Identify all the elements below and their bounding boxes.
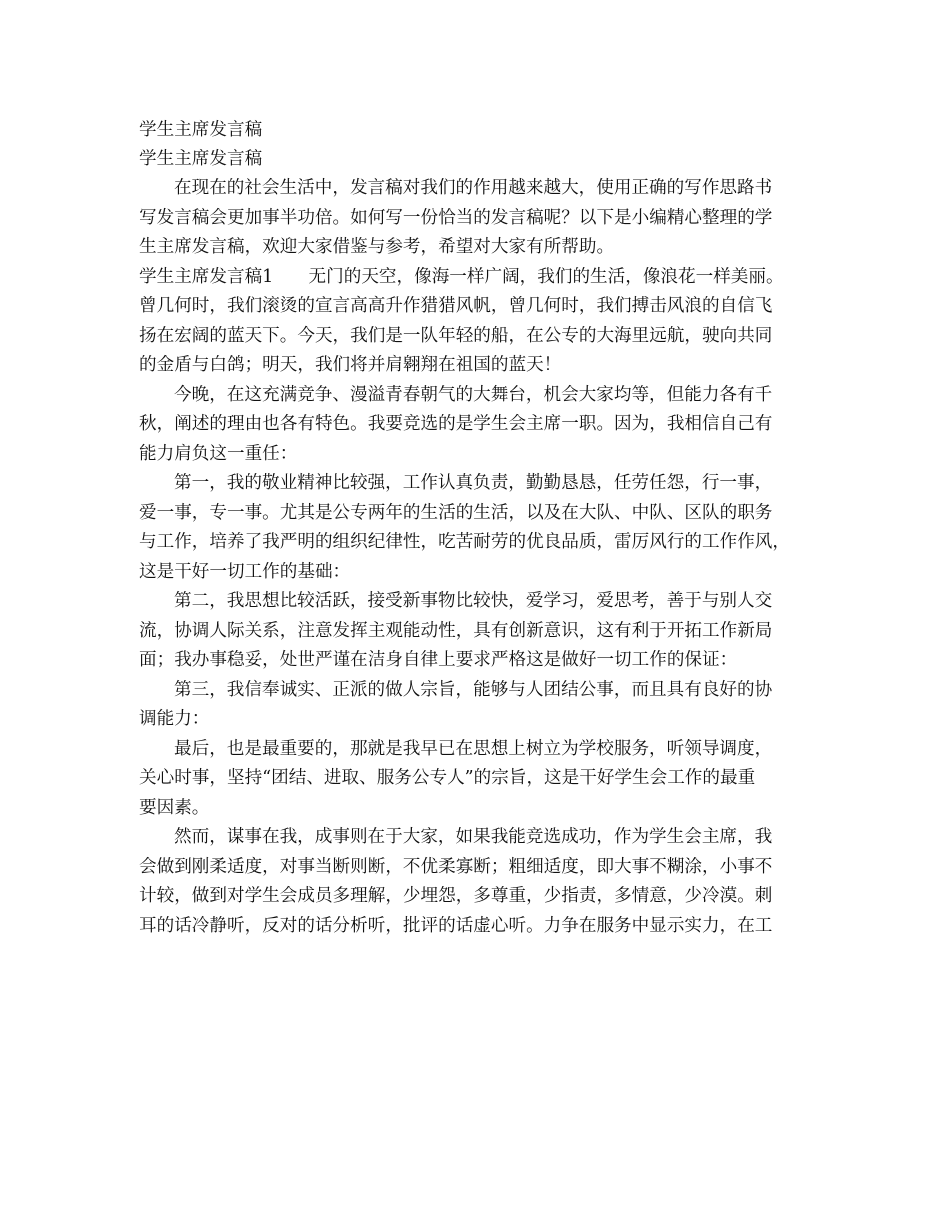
paragraph-line: 流，协调人际关系，注意发挥主观能动性，具有创新意识，这有利于开拓工作新局	[139, 620, 773, 641]
paragraph-line: 第二，我思想比较活跃，接受新事物比较快，爱学习，爱思考，善于与别人交	[174, 591, 773, 611]
paragraph-line: 曾几何时，我们滚烫的宣言高高升作猎猎风帆，曾几何时，我们搏击风浪的自信飞	[139, 296, 773, 316]
paragraph-line: 计较，做到对学生会成员多理解，少埋怨，多尊重，少指责，多情意，少冷漠。刺	[139, 886, 773, 906]
paragraph-line: 今晚，在这充满竞争、漫溢青春朝气的大舞台，机会大家均等，但能力各有千	[174, 384, 773, 405]
paragraph-line: 面；我办事稳妥，处世严谨在洁身自律上要求严格这是做好一切工作的保证：	[139, 650, 738, 670]
paragraph	[139, 263, 811, 381]
paragraph-line: 这是干好一切工作的基础：	[139, 561, 351, 582]
paragraph-line: 要因素。	[139, 797, 210, 818]
paragraph-line: 在现在的社会生活中，发言稿对我们的作用越来越大，使用正确的写作思路书	[174, 178, 773, 198]
paragraph-line: 关心时事，坚持“团结、进取、服务公专人”的宗旨，这是干好学生会工作的最重	[139, 768, 756, 788]
document-subtitle: 学生主席发言稿	[139, 149, 263, 169]
paragraph-container	[139, 174, 811, 941]
paragraph-line: 耳的话冷静听，反对的话分析听，批评的话虚心听。力争在服务中显示实力，在工	[139, 915, 773, 936]
paragraph	[139, 381, 811, 470]
paragraph-line: 能力肩负这一重任：	[139, 443, 298, 464]
document-body	[139, 116, 811, 941]
paragraph-line: 秋，阐述的理由也各有特色。我要竞选的是学生会主席一职。因为，我相信自己有	[139, 414, 773, 434]
paragraph-line: 的金盾与白鸽；明天，我们将并肩翱翔在祖国的蓝天！	[139, 355, 562, 375]
paragraph	[139, 823, 811, 941]
paragraph-line: 最后，也是最重要的，那就是我早已在思想上树立为学校服务，听领导调度，	[174, 738, 773, 759]
paragraph-line: 爱一事，专一事。尤其是公专两年的生活的生活，以及在大队、中队、区队的职务	[139, 502, 773, 523]
paragraph-line: 第三，我信奉诚实、正派的做人宗旨，能够与人团结公事，而且具有良好的协	[174, 679, 773, 700]
paragraph-line: 然而，谋事在我，成事则在于大家，如果我能竞选成功，作为学生会主席，我	[174, 827, 773, 847]
paragraph-line: 与工作，培养了我严明的组织纪律性，吃苦耐劳的优良品质，雷厉风行的工作作风，	[139, 532, 790, 552]
paragraph-line: 学生主席发言稿1 无门的天空，像海一样广阔，我们的生活，像浪花一样美丽。	[139, 266, 784, 287]
paragraph-line: 第一，我的敬业精神比较强，工作认真负责，勤勤恳恳，任劳任怨，行一事，	[174, 473, 773, 493]
paragraph	[139, 469, 811, 587]
paragraph-line: 扬在宏阔的蓝天下。今天，我们是一队年轻的船，在公专的大海里远航，驶向共同	[139, 325, 773, 346]
paragraph-line: 生主席发言稿，欢迎大家借鉴与参考，希望对大家有所帮助。	[139, 237, 615, 257]
paragraph	[139, 174, 811, 263]
paragraph-line: 会做到刚柔适度，对事当断则断，不优柔寡断；粗细适度，即大事不糊涂，小事不	[139, 856, 773, 877]
paragraph	[139, 676, 811, 735]
document-title: 学生主席发言稿	[139, 120, 263, 140]
paragraph-line: 调能力：	[139, 709, 210, 729]
paragraph	[139, 735, 811, 824]
paragraph	[139, 587, 811, 676]
paragraph-line: 写发言稿会更加事半功倍。如何写一份恰当的发言稿呢？以下是小编精心整理的学	[139, 207, 773, 228]
